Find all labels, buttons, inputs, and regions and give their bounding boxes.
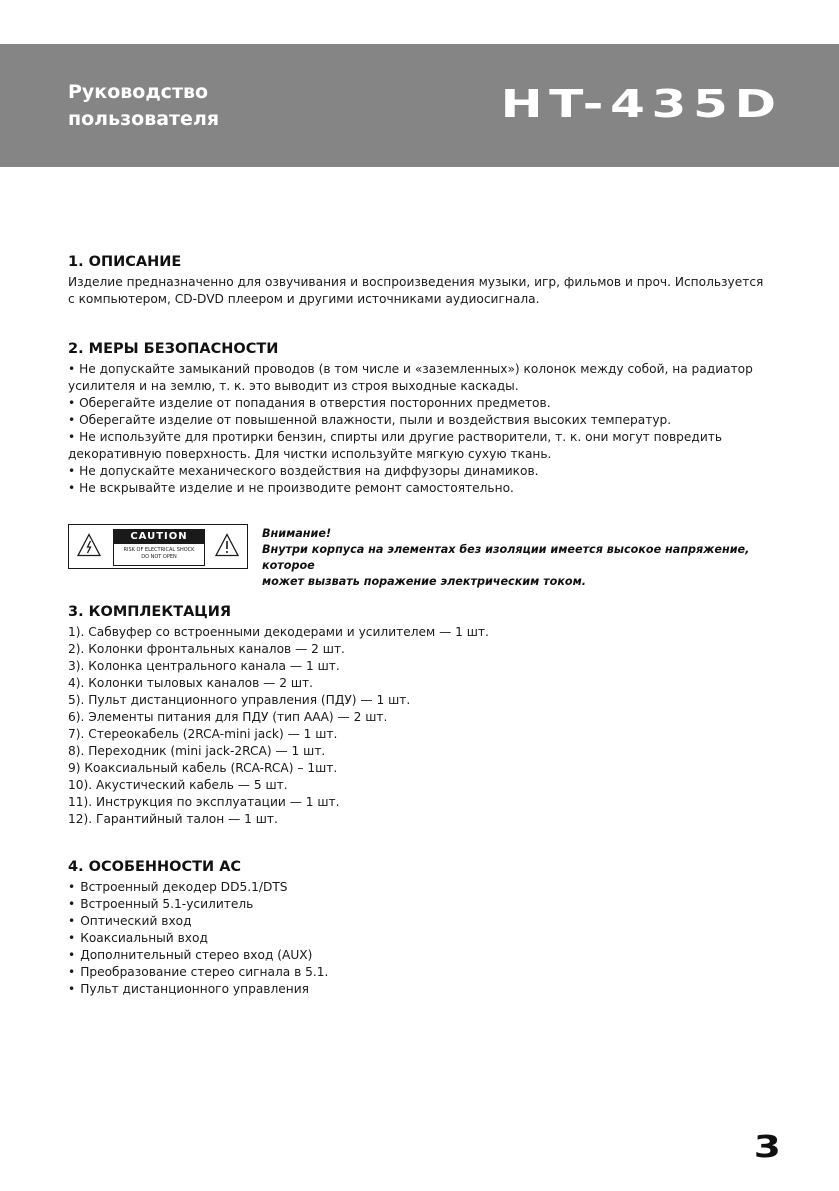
list-item: • Коаксиальный вход — [68, 930, 788, 947]
exclamation-warning-icon — [215, 533, 239, 557]
list-item: • Пульт дистанционного управления — [68, 981, 788, 998]
list-item: • Дополнительный стерео вход (AUX) — [68, 947, 788, 964]
section-safety — [68, 340, 788, 497]
section-features — [68, 858, 788, 998]
model-name: HT-435D — [500, 82, 783, 126]
list-item: 3). Колонка центрального канала — 1 шт. — [68, 659, 340, 673]
document-title — [68, 79, 219, 133]
title-line-2: пользователя — [68, 108, 220, 130]
list-item: 5). Пульт дистанционного управления (ПДУ) — 1 шт. — [68, 693, 411, 707]
caution-subtext — [114, 547, 204, 561]
list-item: 11). Инструкция по эксплуатации — 1 шт. — [68, 795, 340, 809]
caution-subtext-line: RISK OF ELECTRICAL SHOCK — [123, 547, 195, 553]
warning-line: может вызвать поражение электрическим током. — [262, 575, 587, 588]
paragraph-line: с компьютером, CD-DVD плеером и другими источниками аудиосигнала. — [68, 292, 540, 306]
section-heading: 4. ОСОБЕННОСТИ АС — [68, 859, 242, 875]
section-heading: 2. МЕРЫ БЕЗОПАСНОСТИ — [68, 341, 279, 357]
list-item: • Встроенный 5.1-усилитель — [68, 896, 788, 913]
list-item: 9) Коаксиальный кабель (RCA-RCA) – 1шт. — [68, 761, 338, 775]
section-description — [68, 253, 788, 308]
list-item: 12). Гарантийный талон — 1 шт. — [68, 812, 278, 826]
title-line-1: Руководство — [68, 81, 209, 103]
list-item: • Встроенный декодер DD5.1/DTS — [68, 879, 788, 896]
page-number: 3 — [753, 1130, 781, 1165]
paragraph-line: • Не допускайте механического воздействия на диффузоры динамиков. — [68, 464, 539, 478]
paragraph-line: • Не используйте для протирки бензин, спирты или другие растворители, т. к. они могут повредить — [68, 430, 723, 444]
warning-line: Внутри корпуса на элементах без изоляции имеется высокое напряжение, которое — [262, 543, 750, 572]
list-item: 6). Элементы питания для ПДУ (тип ААА) — 2 шт. — [68, 710, 388, 724]
paragraph-line: усилителя и на землю, т. к. это выводит из строя выходные каскады. — [68, 379, 519, 393]
caution-label-graphic — [68, 524, 248, 569]
warning-text — [262, 526, 792, 590]
list-item: 1). Сабвуфер со встроенными декодерами и усилителем — 1 шт. — [68, 625, 489, 639]
warning-title: Внимание! — [262, 527, 332, 540]
list-item: 10). Акустический кабель — 5 шт. — [68, 778, 288, 792]
caution-panel — [113, 529, 205, 566]
features-list — [68, 879, 788, 998]
caution-subtext-line: DO NOT OPEN — [141, 554, 177, 560]
section-heading: 3. КОМПЛЕКТАЦИЯ — [68, 604, 232, 620]
paragraph-line: • Оберегайте изделие от попадания в отверстия посторонних предметов. — [68, 396, 551, 410]
section-heading: 1. ОПИСАНИЕ — [68, 254, 182, 270]
paragraph-line: декоративную поверхность. Для чистки используйте мягкую сухую ткань. — [68, 447, 552, 461]
paragraph-line: • Не вскрывайте изделие и не производите ремонт самостоятельно. — [68, 481, 514, 495]
section-contents — [68, 603, 788, 828]
list-item: 8). Переходник (mini jack-2RCA) — 1 шт. — [68, 744, 326, 758]
paragraph-line: • Оберегайте изделие от повышенной влажности, пыли и воздействия высоких температур. — [68, 413, 672, 427]
paragraph-line: Изделие предназначенно для озвучивания и воспроизведения музыки, игр, фильмов и проч. Используется — [68, 275, 764, 289]
list-item: 4). Колонки тыловых каналов — 2 шт. — [68, 676, 313, 690]
electric-shock-warning-icon — [77, 533, 101, 557]
paragraph-line: • Не допускайте замыканий проводов (в том числе и «заземленных») колонок между собой, на радиатор — [68, 362, 753, 376]
list-item: • Преобразование стерео сигнала в 5.1. — [68, 964, 788, 981]
list-item: 7). Стереокабель (2RCA-mini jack) — 1 шт. — [68, 727, 338, 741]
caution-title: CAUTION — [114, 530, 204, 544]
list-item: 2). Колонки фронтальных каналов — 2 шт. — [68, 642, 345, 656]
header-band — [0, 44, 839, 167]
list-item: • Оптический вход — [68, 913, 788, 930]
